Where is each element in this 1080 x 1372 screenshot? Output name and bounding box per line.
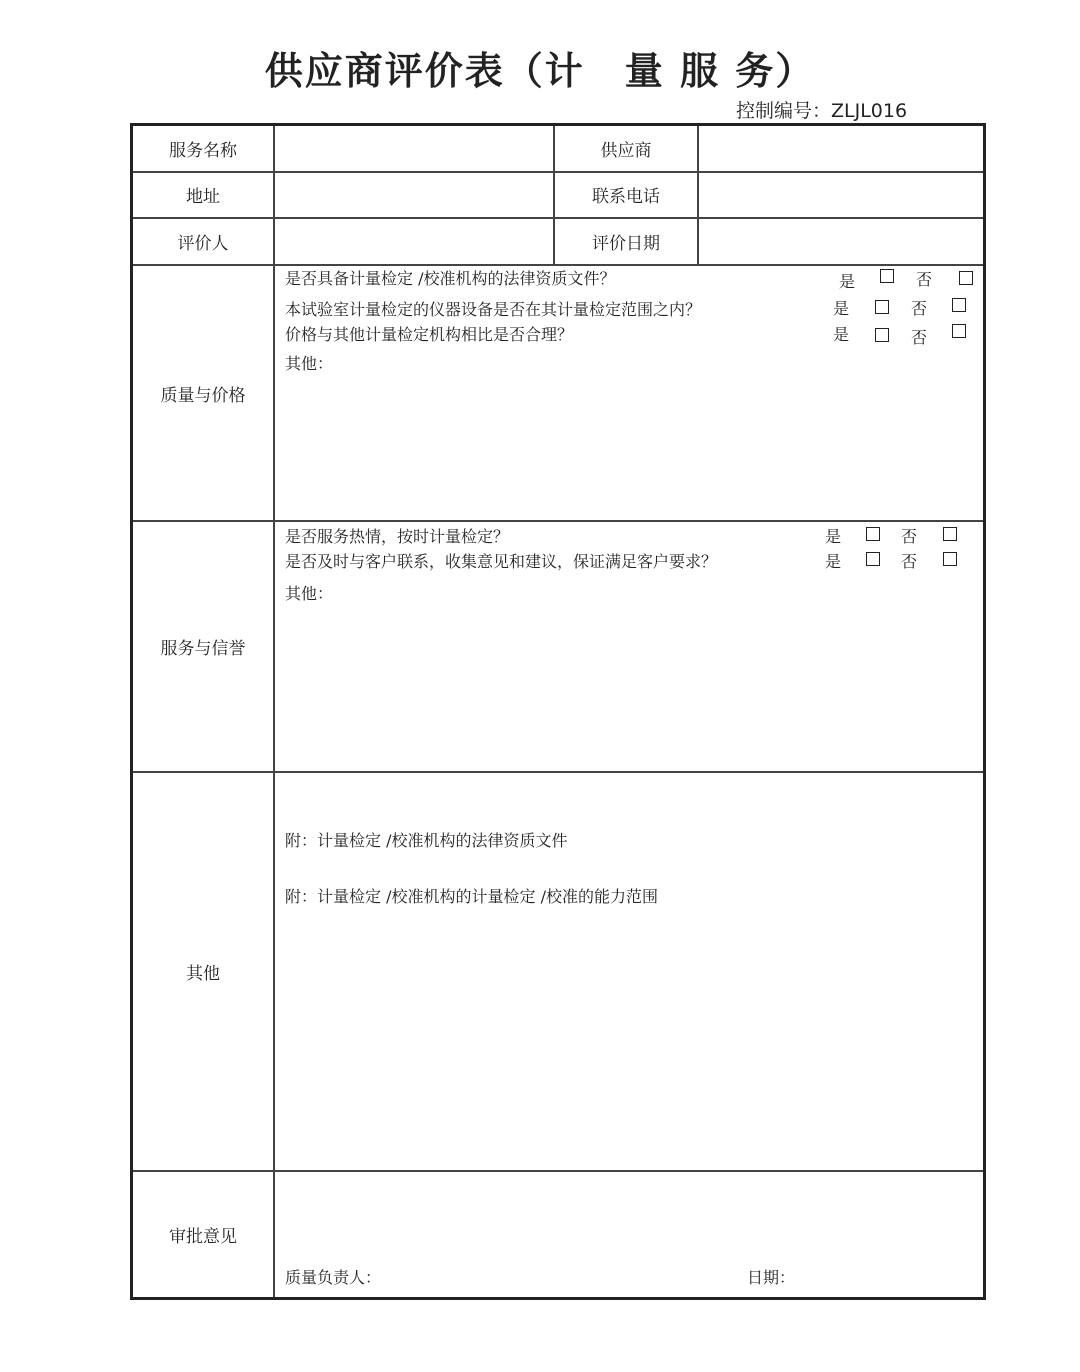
yes-label: 是 (839, 272, 856, 291)
quality-question-2: 本试验室计量检定的仪器设备是否在其计量检定范围之内？ (285, 300, 702, 319)
others-label: 其他 (186, 964, 220, 984)
no-label: 否 (911, 328, 928, 347)
phone-field[interactable] (699, 172, 983, 217)
no-checkbox[interactable] (952, 324, 966, 338)
no-checkbox[interactable] (943, 552, 957, 566)
yes-label: 是 (825, 552, 842, 571)
service-name-label: 服务名称 (169, 141, 237, 161)
phone-label: 联系电话 (592, 187, 660, 207)
supplier-label: 供应商 (600, 141, 652, 161)
yes-checkbox[interactable] (875, 300, 889, 314)
quality-price-label: 质量与价格 (160, 385, 246, 406)
attachment-2: 附：计量检定 /校准机构的计量检定 /校准的能力范围 (285, 887, 658, 906)
yes-checkbox[interactable] (875, 328, 889, 342)
no-label: 否 (916, 270, 933, 289)
yes-label: 是 (825, 527, 842, 546)
quality-manager-label: 质量负责人： (285, 1268, 382, 1287)
control-code: 控制编号：ZLJL016 (736, 100, 908, 122)
evaluator-label: 评价人 (177, 233, 229, 254)
no-checkbox[interactable] (959, 271, 973, 285)
service-question-1: 是否服务热情，按时计量检定？ (285, 527, 510, 546)
no-checkbox[interactable] (952, 298, 966, 312)
evaluator-field[interactable] (275, 218, 553, 264)
service-name-field[interactable] (275, 126, 553, 171)
page-title: 供应商评价表（计 量 服 务） (264, 49, 816, 93)
eval-date-label: 评价日期 (592, 233, 660, 254)
address-field[interactable] (275, 172, 553, 217)
quality-question-1: 是否具备计量检定 /校准机构的法律资质文件？ (285, 269, 616, 288)
quality-other-label: 其他： (285, 354, 334, 373)
service-other-label: 其他： (285, 584, 334, 603)
yes-label: 是 (833, 299, 850, 318)
yes-checkbox[interactable] (880, 269, 894, 283)
eval-date-field[interactable] (699, 218, 983, 264)
yes-checkbox[interactable] (866, 552, 880, 566)
service-reputation-label: 服务与信誉 (160, 639, 246, 659)
no-label: 否 (901, 527, 918, 546)
label-column-divider (273, 126, 275, 1297)
no-label: 否 (911, 299, 928, 318)
address-label: 地址 (186, 187, 220, 207)
yes-checkbox[interactable] (866, 527, 880, 541)
quality-question-3: 价格与其他计量检定机构相比是否合理？ (285, 325, 574, 344)
no-label: 否 (901, 552, 918, 571)
yes-label: 是 (833, 325, 850, 344)
no-checkbox[interactable] (943, 527, 957, 541)
evaluation-form (130, 123, 986, 1300)
service-question-2: 是否及时与客户联系，收集意见和建议，保证满足客户要求？ (285, 552, 718, 571)
supplier-field[interactable] (699, 126, 983, 171)
approval-date-label: 日期： (747, 1268, 796, 1287)
approval-label: 审批意见 (169, 1227, 237, 1247)
attachment-1: 附：计量检定 /校准机构的法律资质文件 (285, 831, 568, 850)
